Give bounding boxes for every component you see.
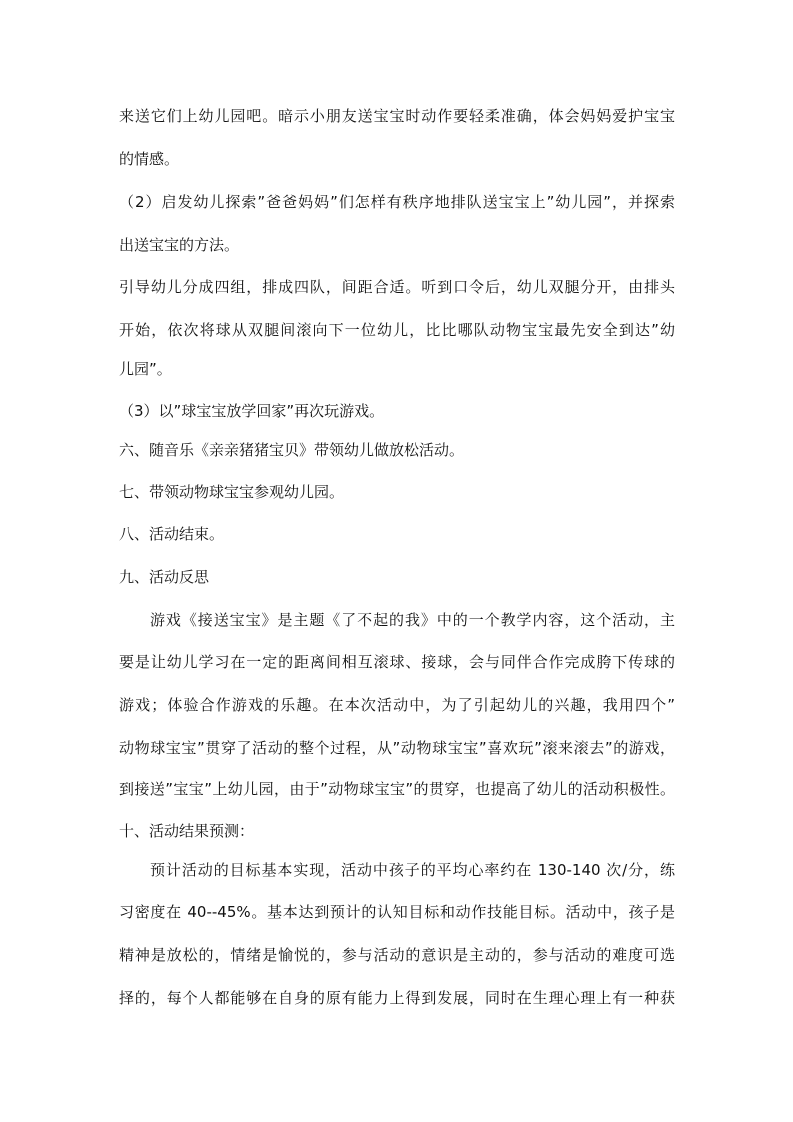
- paragraph-line: 动物球宝宝”贯穿了活动的整个过程，从”动物球宝宝”喜欢玩”滚来滚去”的游戏，: [119, 739, 675, 757]
- paragraph-line: 开始，依次将球从双腿间滚向下一位幼儿，比比哪队动物宝宝最先安全到达”幼: [119, 321, 675, 339]
- paragraph-line: 儿园”。: [119, 360, 172, 378]
- paragraph-line: 到接送”宝宝”上幼儿园，由于”动物球宝宝”的贯穿，也提高了幼儿的活动积极性。: [119, 780, 675, 798]
- paragraph-line: （2）启发幼儿探索”爸爸妈妈”们怎样有秩序地排队送宝宝上”幼儿园”，并探索: [119, 193, 675, 211]
- section-heading: 六、随音乐《亲亲猪猪宝贝》带领幼儿做放松活动。: [119, 441, 465, 459]
- paragraph-line: 出送宝宝的方法。: [119, 236, 240, 254]
- paragraph-line: 习密度在 40--45%。基本达到预计的认知目标和动作技能目标。活动中，孩子是: [119, 903, 675, 921]
- paragraph-line: 预计活动的目标基本实现，活动中孩子的平均心率约在 130-140 次/分，练: [150, 861, 675, 879]
- paragraph-line: 引导幼儿分成四组，排成四队，间距合适。听到口令后，幼儿双腿分开，由排头: [119, 278, 675, 296]
- paragraph-line: 择的，每个人都能够在自身的原有能力上得到发展，同时在生理心理上有一种获: [119, 989, 675, 1007]
- paragraph-line: 要是让幼儿学习在一定的距离间相互滚球、接球，会与同伴合作完成胯下传球的: [119, 653, 675, 671]
- section-heading: 十、活动结果预测：: [119, 822, 255, 840]
- section-heading: 八、活动结束。: [119, 525, 225, 543]
- paragraph-line: 游戏《接送宝宝》是主题《了不起的我》中的一个教学内容，这个活动，主: [150, 611, 675, 629]
- section-heading: 九、活动反思: [119, 568, 210, 586]
- paragraph-line: 来送它们上幼儿园吧。暗示小朋友送宝宝时动作要轻柔准确，体会妈妈爱护宝宝: [119, 107, 675, 125]
- paragraph-line: 精神是放松的，情绪是愉悦的，参与活动的意识是主动的，参与活动的难度可选: [119, 946, 675, 964]
- paragraph-line: （3）以”球宝宝放学回家”再次玩游戏。: [119, 402, 385, 420]
- paragraph-line: 游戏；体验合作游戏的乐趣。在本次活动中，为了引起幼儿的兴趣，我用四个”: [119, 696, 675, 714]
- paragraph-line: 的情感。: [119, 150, 180, 168]
- section-heading: 七、带领动物球宝宝参观幼儿园。: [119, 483, 345, 501]
